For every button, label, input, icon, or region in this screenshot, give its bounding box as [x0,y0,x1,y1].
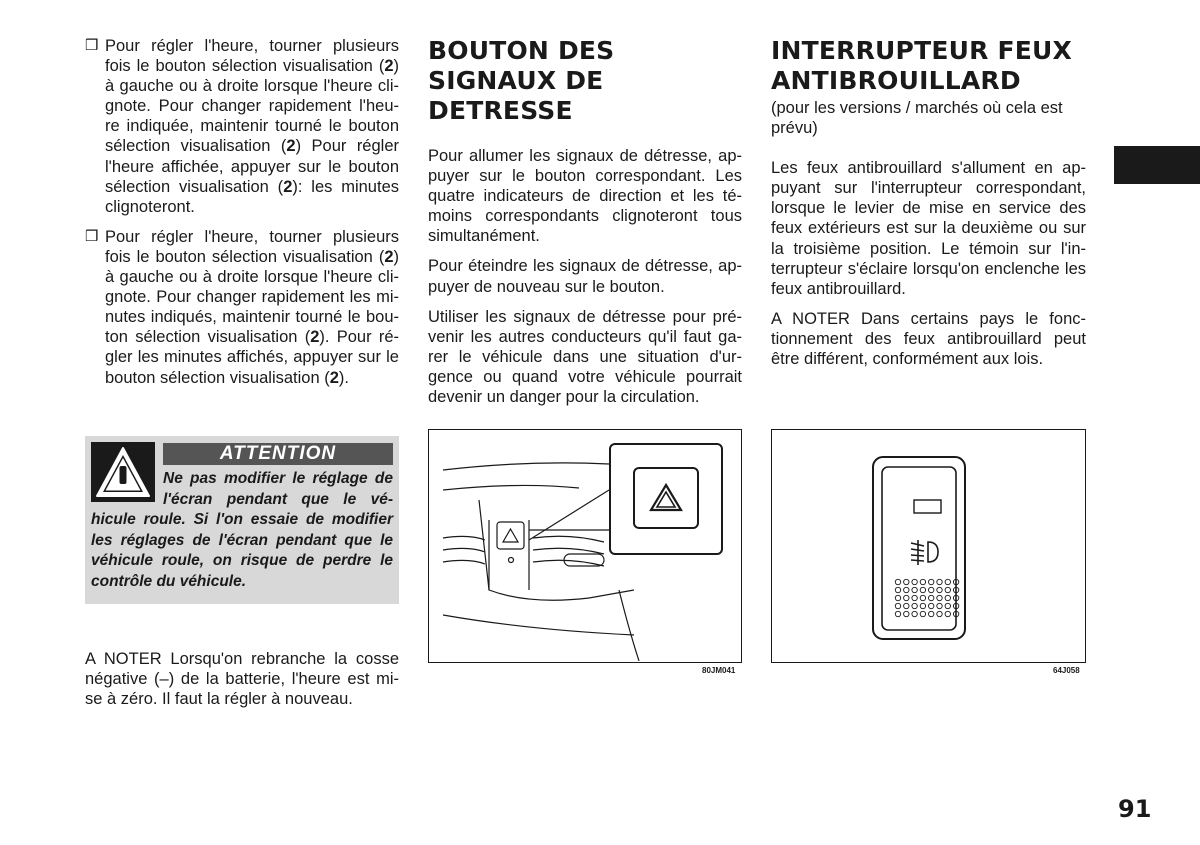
attention-box [85,436,399,604]
chapter-tab-marker [1114,146,1200,184]
bullet-text: ). [338,368,349,387]
fog-light-switch-illustration [771,429,1086,663]
bullet-item-hour [85,36,399,217]
foglight-subtitle: (pour les versions / marchés où cela est prévu) [771,99,1063,138]
battery-note: A NOTER Lorsqu'on rebranche la cosse négative (–) de la batterie, l'heure est mi-se à zéro. Il faut la régler à nouveau. [85,650,399,709]
left-column [85,36,399,398]
hazard-paragraph-2: Pour éteindre les signaux de détresse, ap-puyer de nouveau sur le bouton. [428,257,742,296]
attention-header: ATTENTION [163,443,393,465]
bullet-text: ) à gauche ou à droite lorsque l'heure cli-gnote. Pour changer rapidement l'heu-re indiquée, maintenir tourné le bouton sélection visualisation ( [105,57,399,156]
right-column [771,36,1086,369]
hazard-paragraph-3: Utiliser les signaux de détresse pour pré-venir les autres conducteurs qu'il faut ga-rer le véhicule dans une situation d'ur-gence ou quand votre véhicule pourrait devenir un danger pour la circulation. [428,307,742,407]
ref-number: 2 [283,177,293,196]
bullet-text: ): les minutes clignoteront. [105,177,399,216]
hazard-paragraph-1: Pour allumer les signaux de détresse, ap-puyer sur le bouton correspondant. Les quatre indicateurs de direction et les té-moins correspondants clignoteront tous simultanément. [428,147,742,246]
bullet-text: ) à gauche ou à droite lorsque l'heure cli-gnote. Pour changer rapidement les mi-nutes indiqués, maintenir tourné le bou-ton sélection visualisation ( [105,247,399,347]
ref-number: 2 [384,57,394,76]
section-heading-foglight: INTERRUPTEUR FEUX ANTIBROUILLARD [771,36,1072,95]
foglight-paragraph-1: Les feux antibrouillard s'allument en ap-puyant sur l'interrupteur correspondant, lorsque le levier de mise en service des feux extérieurs est sur la deuxième ou sur la troisième position. Le témoin sur l'in-terrupteur s'éclaire lorsqu'on enclenche les feux antibrouillard. [771,159,1086,298]
ref-number: 2 [384,247,394,266]
section-heading-hazard: BOUTON DES SIGNAUX DE DETRESSE [428,36,615,125]
bullet-item-minutes [85,227,399,388]
attention-text: Ne pas modifier le réglage de l'écran pendant que le vé-hicule roule. Si l'on essaie de modifier les réglages de l'écran pendant que le véhicule roule, on risque de perdre le contrôle du véhicule. [91,470,393,590]
figure-code-1: 80JM041 [702,666,736,675]
ref-number: 2 [310,328,320,347]
middle-column [428,36,742,407]
bullet-text: Pour régler l'heure, tourner plusieurs fois le bouton sélection visualisation ( [105,37,399,76]
ref-number: 2 [329,368,339,387]
page-number: 91 [1118,795,1152,823]
hazard-button-illustration [428,429,742,663]
bullet-text: ) Pour régler l'heure affichée, appuyer sur le bouton sélection visualisation ( [105,137,399,196]
bullet-text: ). Pour ré-gler les minutes affichés, appuyer sur le bouton sélection visualisation ( [105,328,399,387]
checkbox-bullet-icon: ❒ [85,227,99,245]
figure-code-2: 64J058 [1053,666,1080,675]
foglight-paragraph-2: A NOTER Dans certains pays le fonc-tionnement des feux antibrouillard peut être différent, conformément aux lois. [771,309,1086,369]
ref-number: 2 [286,137,296,156]
bullet-text: Pour régler l'heure, tourner plusieurs fois le bouton sélection visualisation ( [105,227,399,266]
checkbox-bullet-icon: ❒ [85,37,99,54]
